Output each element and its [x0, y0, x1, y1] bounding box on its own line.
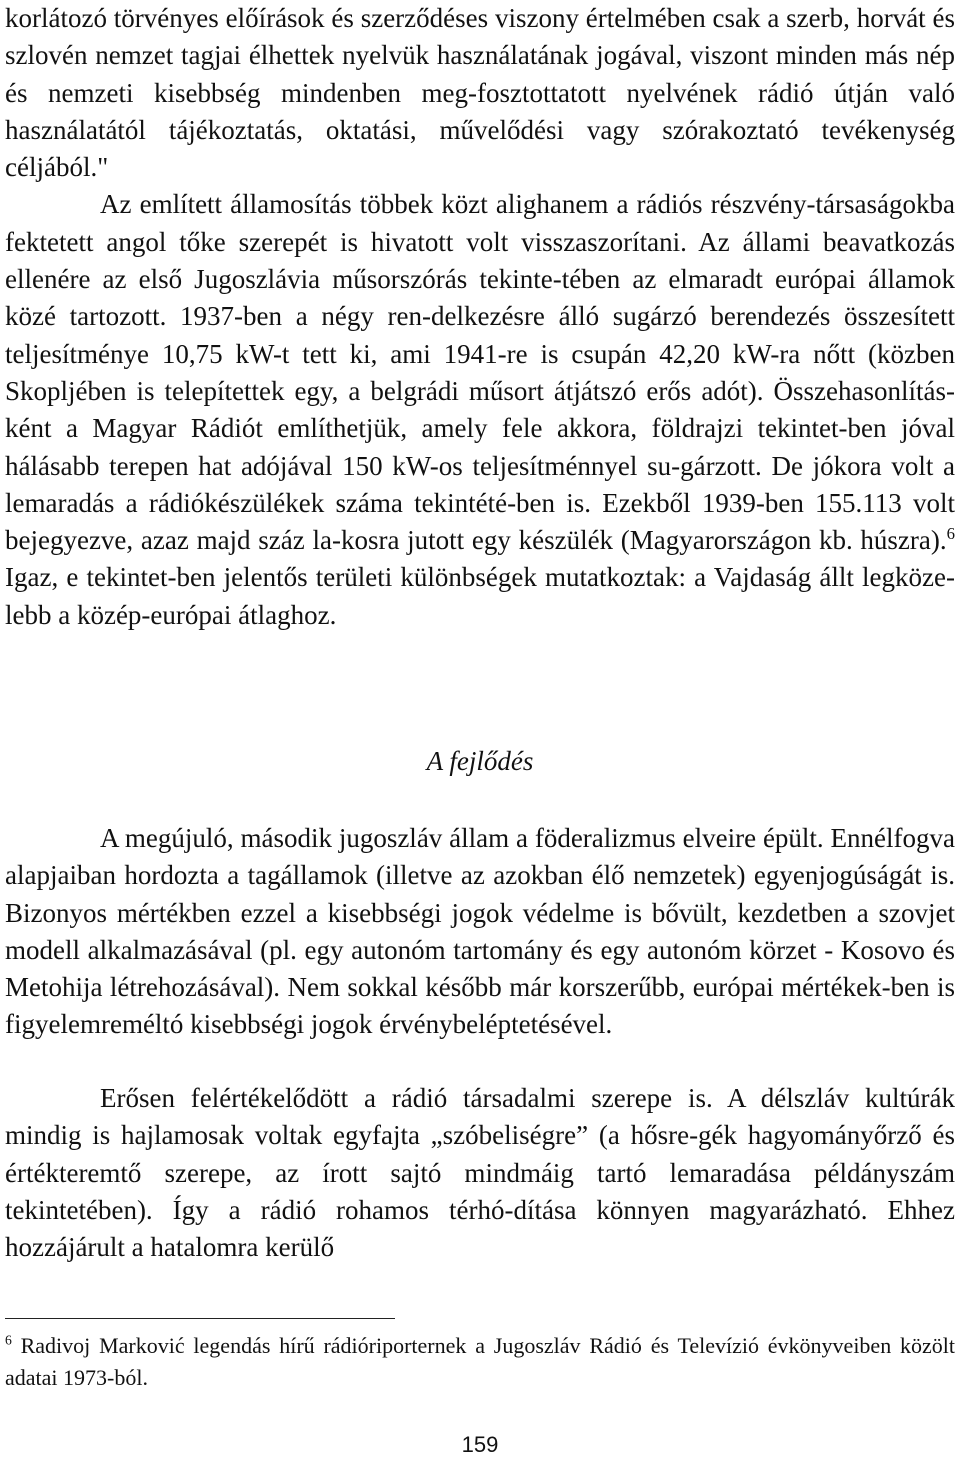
paragraph-3: A megújuló, második jugoszláv állam a föderalizmus elveire épült. Ennélfogva alapjaiban hordozta a tagállamok (illetve az azokban élő nemzetek) egyenjogúságát is. Bizonyos mértékben ezzel a kisebbségi jogok védelme is bővült, kezdetben a szovjet modell alkalmazásával (pl. egy autonóm tartomány és egy autonóm körzet - Kosovo és Metohija létrehozásával). Nem sokkal később már korszerűbb, európai mértékek-ben is figyelemreméltó kisebbségi jogok érvénybeléptetésével. [5, 823, 955, 1040]
footnote [5, 1330, 955, 1394]
paragraph-1-text: korlátozó törvényes előírások és szerződéses viszony értelmében csak a szerb, horvát és szlovén nemzet tagjai élhettek nyelvük használatának jogával, viszont minden más nép és nemzeti kisebbség mindenben meg-fosztottatott nyelvének rádió útján való használatától tájékoztatás, oktatási, művelődési vagy szórakoztató tevékenység céljából." [5, 3, 955, 183]
section-title: A fejlődés [426, 746, 534, 776]
footnote-reference[interactable]: 6 [946, 524, 955, 544]
paragraph-1 [5, 0, 955, 634]
footnote-text: Radivoj Marković legendás hírű rádióriporternek a Jugoszláv Rádió és Televízió évkönyveiben közölt adatai 1973-ból. [5, 1333, 955, 1390]
paragraph-2-text: Az említett államosítás többek közt alighanem a rádiós részvény-társaságokba fektetett angol tőke szerepét is hivatott volt visszaszorítani. Az állami beavatkozás ellenére az első Jugoszlávia műsorszórás tekinte-tében az elmaradt európai államok közé tartozott. 1937-ben a négy ren-delkezésre álló sugárzó berendezés összesített teljesítménye 10,75 kW-t tett ki, ami 1941-re is csupán 42,20 kW-ra nőtt (közben Skopljében is telepítettek egy, a belgrádi műsort átjátszó erős adót). Összehasonlítás-ként a Magyar Rádiót említhetjük, amely fele akkora, földrajzi tekintet-ben jóval hálásabb terepen hat adójával 150 kW-os teljesítménnyel su-gárzott. De jókora volt a lemaradás a rádiókészülékek száma tekintété-ben is. Ezekből 1939-ben 155.113 volt bejegyezve, azaz majd száz la-kosra jutott egy készülék (Magyarországon kb. húszra). [5, 189, 955, 556]
footnote-number: 6 [5, 1332, 12, 1348]
page-number: 159 [461, 1432, 499, 1457]
paragraph-4-text: Erősen felértékelődött a rádió társadalmi szerepe is. A délszláv kultúrák mindig is hajlamosak voltak egyfajta „szóbeliségre” (a hősre-gék hagyományőrző és értékteremtő szerepe, az írott sajtó mindmáig tartó lemaradása példányszám tekintetében). Így a rádió rohamos térhó-dítása könnyen magyarázható. Ehhez hozzájárult a hatalomra kerülő [5, 1083, 955, 1263]
paragraph-4 [5, 1080, 955, 1266]
footnote-separator [5, 1318, 395, 1319]
paragraph-2-text-continued: Igaz, e tekintet-ben jelentős területi különbségek mutatkoztak: a Vajdaság állt legköze-lebb a közép-európai átlaghoz. [5, 562, 955, 630]
